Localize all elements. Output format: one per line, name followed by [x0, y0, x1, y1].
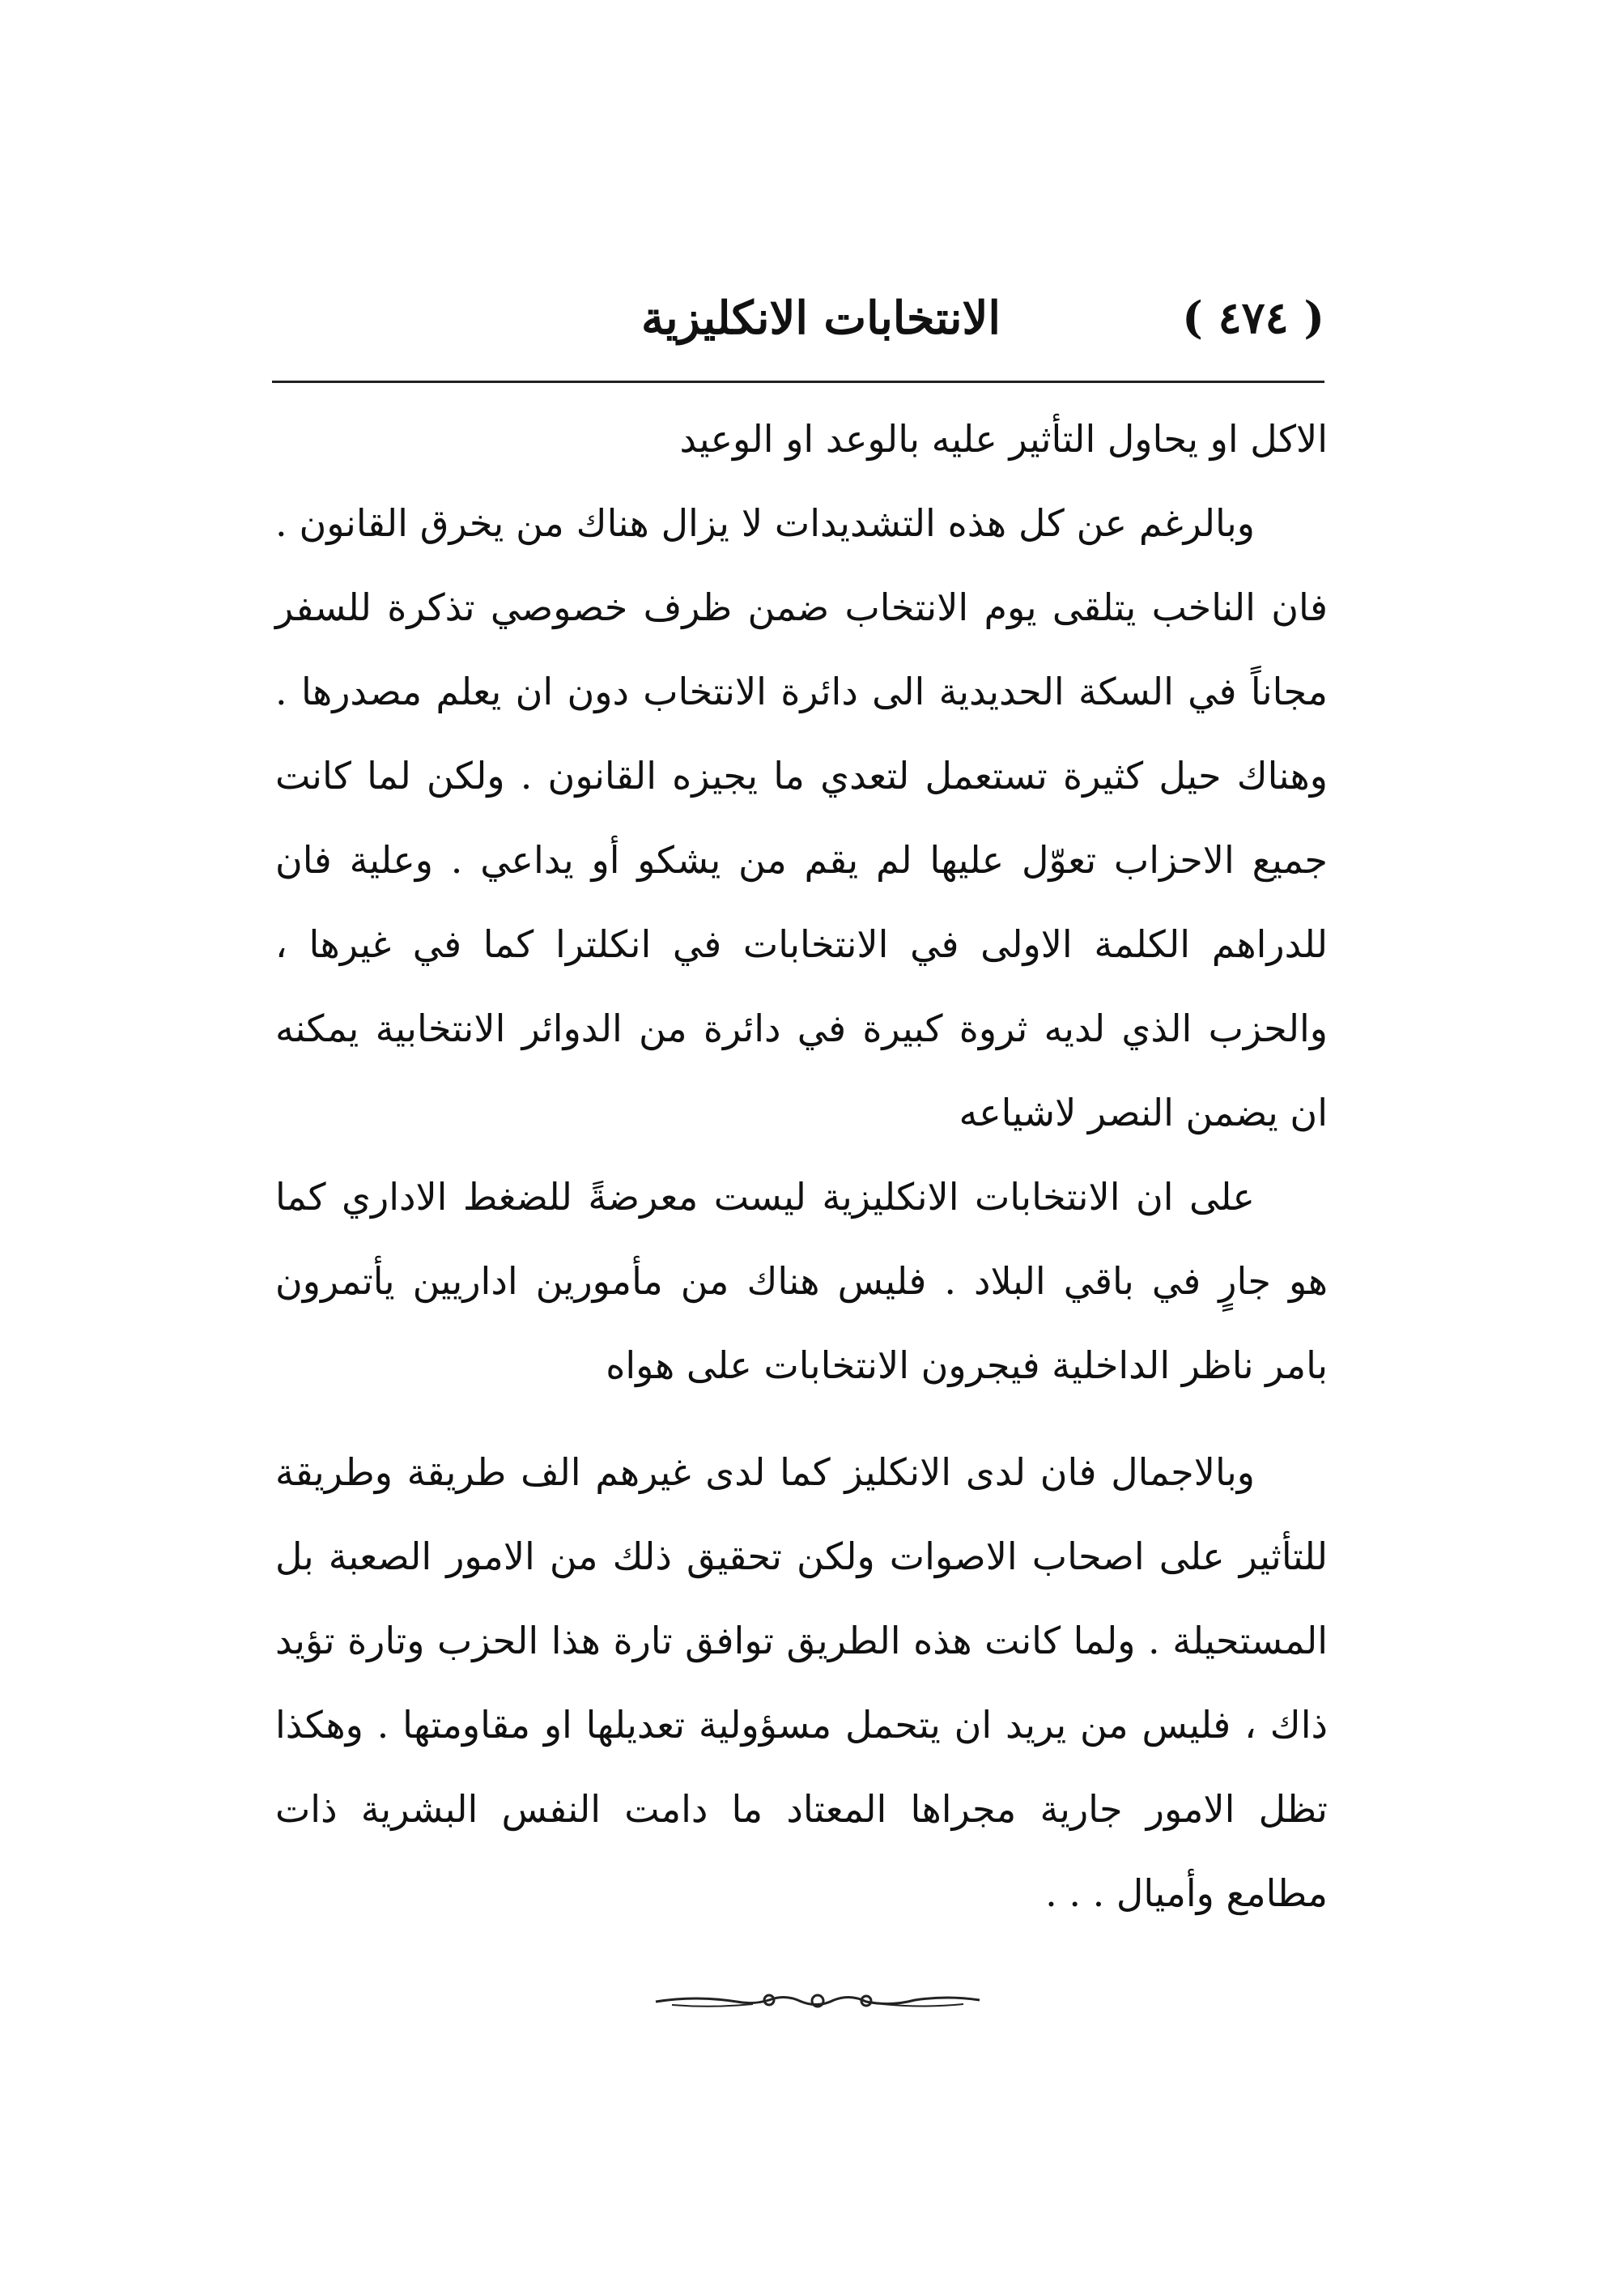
paragraph-continuation: الاكل او يحاول التأثير عليه بالوعد او الوعيد [679, 417, 1328, 461]
paragraph: على ان الانتخابات الانكليزية ليست معرضةً للضغط الاداري كما هو جارٍ في باقي البلاد . فليس هناك من مأمورين اداريين يأتمرون بامر ناظر الداخلية فيجرون الانتخابات على هواه [275, 1175, 1328, 1387]
page-header [272, 285, 1324, 358]
paragraph: وبالرغم عن كل هذه التشديدات لا يزال هناك من يخرق القانون . فان الناخب يتلقى يوم الانتخاب ضمن ظرف خصوصي تذكرة للسفر مجاناً في السكة الحديدية الى دائرة الانتخاب دون ان يعلم مصدرها . وهناك حيل كثيرة تستعمل لتعدي ما يجيزه القانون . ولكن لما كانت جميع الاحزاب تعوّل عليها لم يقم من يشكو أو يداعي . وعلية فان للدراهم الكلمة الاولى في الانتخابات في انكلترا كما في غيرها ، والحزب الذي لديه ثروة كبيرة في دائرة من الدوائر الانتخابية يمكنه ان يضمن النصر لاشياعه [275, 501, 1328, 1134]
page-number: ( ٤٧٤ ) [1182, 292, 1324, 343]
paragraph: وبالاجمال فان لدى الانكليز كما لدى غيرهم الف طريقة وطريقة للتأثير على اصحاب الاصوات ولكن تحقيق ذلك من الامور الصعبة بل المستحيلة . ولما كانت هذه الطريق توافق تارة هذا الحزب وتارة تؤيد ذاك ، فليس من يريد ان يتحمل مسؤولية تعديلها او مقاومتها . وهكذا تظل الامور جارية مجراها المعتاد ما دامت النفس البشرية ذات مطامع وأميال . . . [275, 1450, 1328, 1915]
body-text [275, 397, 1328, 1935]
paragraph-gap [275, 1407, 1328, 1430]
header-rule [272, 381, 1324, 383]
running-title: الانتخابات الانكليزية [640, 292, 1001, 345]
end-ornament [648, 1984, 988, 2016]
